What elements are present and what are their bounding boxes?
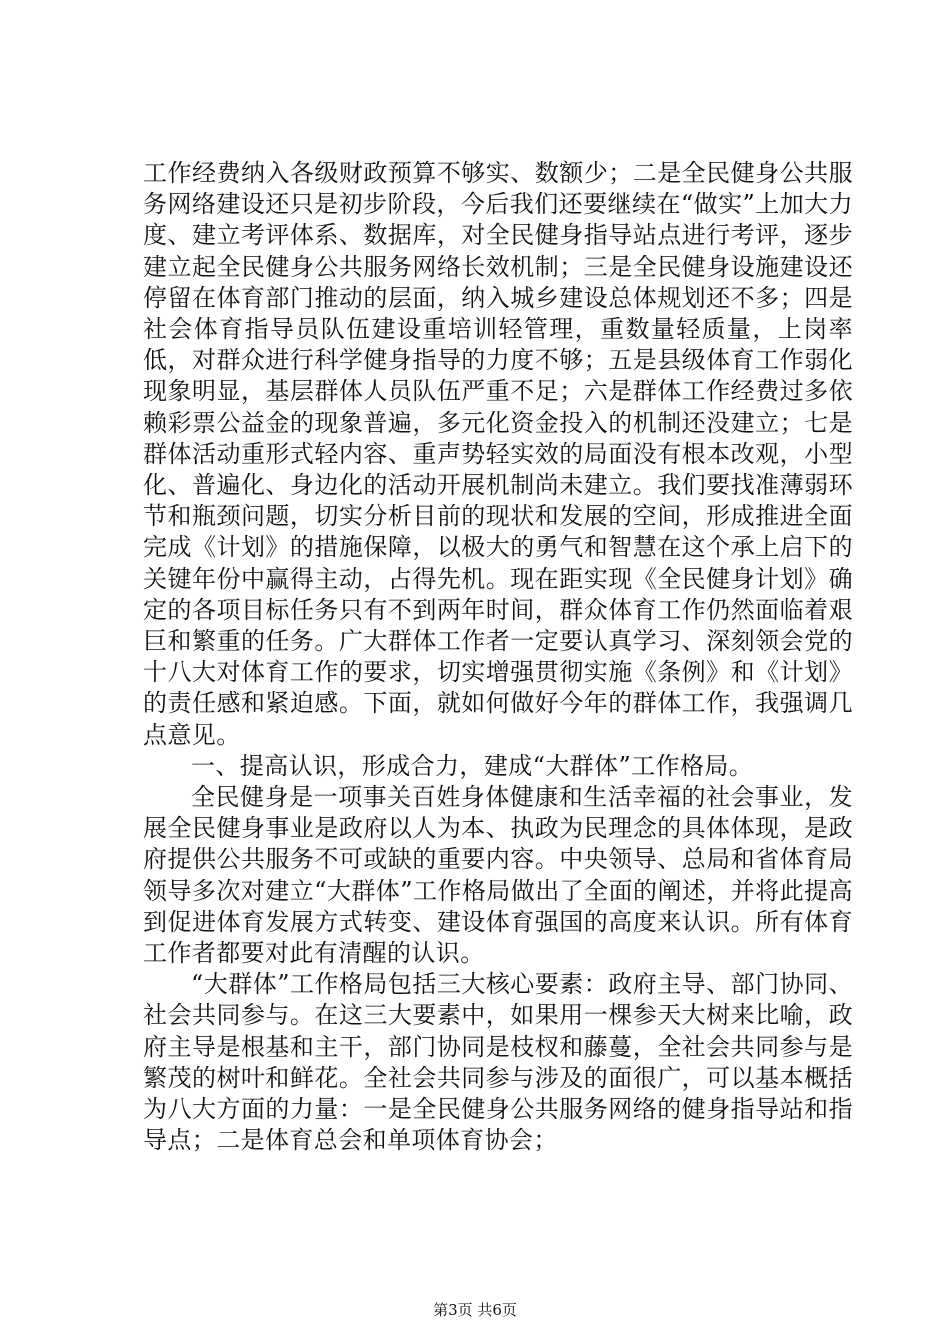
paragraph: “大群体”工作格局包括三大核心要素：政府主导、部门协同、社会共同参与。在这三大要素中，如果用一棵参天大树来比喻，政府主导是根基和主干，部门协同是枝杈和藤蔓，全社会共同参与是繁茂的树叶和鲜花。全社会共同参与涉及的面很广，可以基本概括为八大方面的力量：一是全民健身公共服务网络的健身指导站和指导点；二是体育总会和单项体育协会； xyxy=(143,970,853,1155)
document-body xyxy=(143,158,853,1157)
page-number-footer: 第3页 共6页 xyxy=(433,1301,517,1319)
paragraph: 全民健身是一项事关百姓身体健康和生活幸福的社会事业，发展全民健身事业是政府以人为本、执政为民理念的具体体现，是政府提供公共服务不可或缺的重要内容。中央领导、总局和省体育局领导多次对建立“大群体”工作格局做出了全面的阐述，并将此提高到促进体育发展方式转变、建设体育强国的高度来认识。所有体育工作者都要对此有清醒的认识。 xyxy=(143,783,853,968)
paragraph-continuation: 工作经费纳入各级财政预算不够实、数额少；二是全民健身公共服务网络建设还只是初步阶段，今后我们还要继续在“做实”上加大力度、建立考评体系、数据库，对全民健身指导站点进行考评，逐步建立起全民健身公共服务网络长效机制；三是全民健身设施建设还停留在体育部门推动的层面，纳入城乡建设总体规划还不多；四是社会体育指导员队伍建设重培训轻管理，重数量轻质量，上岗率低，对群众进行科学健身指导的力度不够；五是县级体育工作弱化现象明显，基层群体人员队伍严重不足；六是群体工作经费过多依赖彩票公益金的现象普遍，多元化资金投入的机制还没建立；七是群体活动重形式轻内容、重声势轻实效的局面没有根本改观，小型化、普遍化、身边化的活动开展机制尚未建立。我们要找准薄弱环节和瓶颈问题，切实分析目前的现状和发展的空间，形成推进全面完成《计划》的措施保障，以极大的勇气和智慧在这个承上启下的关键年份中赢得主动，占得先机。现在距实现《全民健身计划》确定的各项目标任务只有不到两年时间，群众体育工作仍然面临着艰巨和繁重的任务。广大群体工作者一定要认真学习、深刻领会党的十八大对体育工作的要求，切实增强贯彻实施《条例》和《计划》的责任感和紧迫感。下面，就如何做好今年的群体工作，我强调几点意见。 xyxy=(143,159,853,749)
section-heading: 一、提高认识，形成合力，建成“大群体”工作格局。 xyxy=(191,751,754,780)
